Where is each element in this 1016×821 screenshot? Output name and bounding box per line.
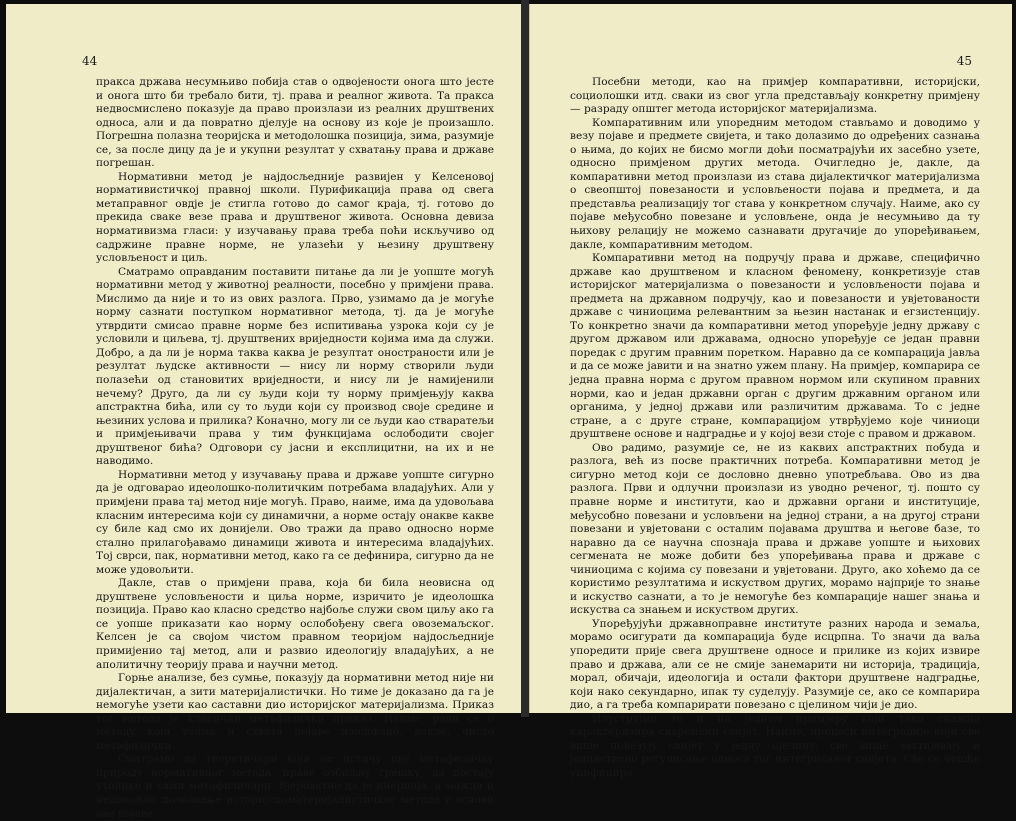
page-number: 45: [956, 54, 972, 68]
paragraph: Сматрамо да теоретичари који не истичу ову метафизичку природу нормативног метода, праве озбиљну грешку, да постају утолико и сами метафизичари. Вјеровaтно да је инерција, а можда и недовољно познавање историјскоматеријалистичког метода у основи ове појаве.: [96, 753, 494, 820]
paragraph: Компаративни метод на подручју права и државе, специфично државе као друштвеном и класном феномену, конкретизује став историјског материјализма о повезаности и условљености појава и предмета на државном подручју, као и повезаности и увјетованости државе с чиниоцима релевантним за њезин настанак и егзистенцију. То конкретно значи да компаративни метод упоређује једну државу с другом државом или државама, односно упоређује се један правни поредак с другим правним поретком. Наравно да се компарација јавља и да се може јавити и на знатно ужем плану. На примјер, компарира се једна правна норма с другом правном нормом или скупином правних норми, као и један државни орган с другим државним органом или органима, у једној држави или различитим државама. То с једне стране, а с друге стране, компарацијом утврђујемо које чиниоци друштвене основе и надградње и у којој вези стоје с правом и државом.: [570, 252, 980, 441]
paragraph: пракса држава несумњиво побија став о одвојености онога што јесте и онога што би требало бити, тј. права и реалног живота. Та пракса недвосмислено показује да право произлази из реалних друштвених односа, али и да повратно дјелује на основу из које је произашло. Погрешна полазна теоријска и методолошка позиција, зима, разумије се, за после дицу да је и укупни резултат у схватању права и државе погрешан.: [96, 76, 494, 170]
book-gutter: [521, 0, 529, 717]
right-page: [529, 4, 1012, 779]
left-page: [6, 4, 522, 820]
paragraph: Горње анализе, без сумње, показују да нормативни метод није ни дијалектичан, а зити материјалистички. Но тиме је доказано да га је немогуће узети као саставни дио историјског материјализма. Приказ тог метода је класични метафизички приказ. Наиме, ради се о методу који узима и схвата појаве изоловано, дакле, чисто метафизички.: [96, 672, 494, 752]
paragraph: Компаративним или упоредним методом стављамо и доводимо у везу појаве и предмете свијета, и тако долазимо до одређених сазнања о њима, до којих не бисмо могли доћи посматрајући их засебно узете, односно примјеном других метода. Очигледно је, дакле, да компаративни метод произлази из става дијалектичког материјализма о свеопштој повезаности и условљености појава и предмета, и да представља реализацију тог става у конкретном случају. Наиме, ако су појаве међусобно повезане и условљене, онда је несумњиво да ту њихову релацију не можемо сазнавати другачије до упоређивањем, дакле, компаративним методом.: [570, 116, 980, 251]
paragraph: Посебни методи, као на примјер компаративни, историјски, социолошки итд. сваки из свог угла представљају конкретну примјену — разраду општег метода историјског материјализма.: [570, 76, 980, 116]
paragraph: Ово радимо, разумије се, не из каквих апстрактних побуда и разлога, већ из посве практичних потреба. Компаративни метод је сигурно метод који се дословно дневно употребљава. Ово из два разлога. Први и одлучни произлази из уводно реченог, тј. пошто су правне норме и институти, као и државни органи и институције, међусобно повезани и условљени на једној страни, а на другој страни повезани и увјетовани с осталим појавама друштва и његове базе, то наравно да се научна спознаја права и државе уопште и њихових сегмената не може добити без упоређивања права и државе с чиниоцима с којима су повезани и увјетовани. Друго, ако хоћемо да се користимо резултатима и искуством других, морамо најприје то знање и искуство сазнати, а то је немогуће без компарације нашег знања и искуства са знањем и искуством других.: [570, 441, 980, 617]
paragraph: Упоређујући државноправне институте разних народа и земаља, морамо осигурати да компарација буде исцрпна. То значи да ваља упоредити прије свега друштвене односе и прилике из којих извире право и држава, али се не смије занемарити ни историја, традиција, морал, обичаји, идеологија и остали фактори друштвене надградње, који нако секундарно, ипак ту суделују. Разумије се, ако се компарира дио, а га треба компарирати повезано с цјелином чији је дио.: [570, 617, 980, 712]
paragraph: Сматрамо оправданим поставити питање да ли је уопште могућ нормативни метод у животној реалности, посебно у примјени права. Мислимо да није и то из ових разлога. Прво, узимамо да је могуће норму сазнати поступком нормативног метода, тј. да је могуће утврдити смисао правне норме без испитивања узрока који су је условили и циљева, тј. друштвених вриједности којима има да служи. Добро, а да ли је норма таква каква је резултат оностраности или је резултат људске активности — нису ли норму створили људи полазећи од становитих вриједности, и нису ли је намијенили нечему? Друго, да ли су људи који ту норму примјењују каква апстрактна бића, или су то људи који су производ своје средине и њезиних услова и прилика? Коначно, могу ли се људи као стваратељи и примјењивачи права у тим функцијама ослободити својег друштвеног бића? Одговори су јасни и експлицитни, на их и не наводимо.: [96, 265, 494, 468]
page-body: [96, 76, 494, 821]
paragraph: Илуструјмо то и на једном примјеру који тако снажно карактеризира савремени свијет. Наиме, процеси интеграције који све више повезују свијет у једну цјелину, све више захтијевају и јединствено регулисање односа тог интегрисаног свијета. Све се чешће унифицира-: [570, 712, 980, 779]
page-body: [570, 76, 980, 780]
paragraph: Нормативни метод је најдосљедније развијен у Келсеновој нормативистичкој правној школи. Пурификација права од свега метаправног овдје је стигла готово до самог краја, тј. готово до прекида сваке везе права и друштвеног живота. Основна девиза нормативизма гласи: у изучавању права треба поћи искључиво од садржине правне норме, не улазећи у њезину друштвену условљеност и циљ.: [96, 170, 494, 265]
page-number: 44: [82, 54, 98, 68]
paragraph: Нормативни метод у изучавању права и државе уопште сигурно да је одговарао идеолошко-политичким потребама владајућих. Али у примјени права тај метод није могућ. Право, наиме, има да удовољава класним интересима који су динамични, а норме остају онакве какве су биле кад смо их донијели. Ово тражи да право односно норме стално прилагођавамо динамици живота и интересима владајућих. Тој сврси, пак, нормативни метод, како га се дефинира, сигурно да не може удовољити.: [96, 468, 494, 576]
paragraph: Дакле, став о примјени права, која би била неовисна од друштвене условљености и циља норме, изричито је идеолошка позиција. Право као класно средство најбоље служи свом циљу ако га се уопше приказати као норму ослобођену свега овоземаљског. Келсен је са својом чистом правном теоријом најдосљедније примијенио тај метод, али и развио идеологију владајућих, а не аполитичну теорију права и научни метод.: [96, 577, 494, 671]
